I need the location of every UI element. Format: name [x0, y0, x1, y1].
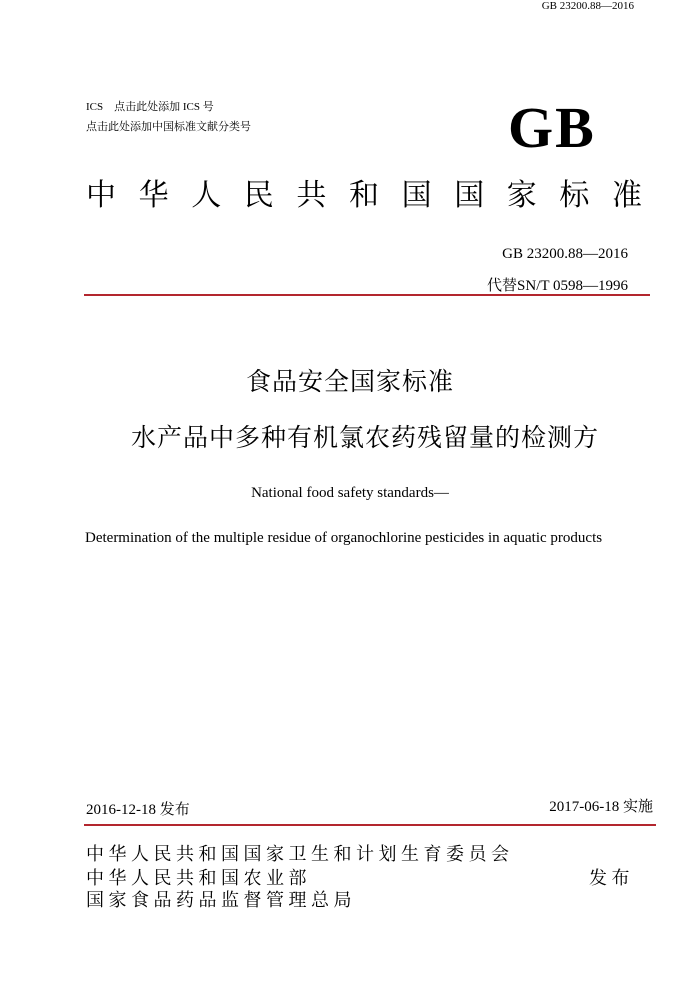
header-standard-code: GB 23200.88—2016	[541, 0, 634, 12]
publish-label: 发布	[589, 868, 634, 889]
title-zh-line-2: 水产品中多种有机氯农药残留量的检测方	[130, 423, 599, 452]
title-zh-line-1: 食品安全国家标准	[245, 367, 454, 396]
issue-date: 2016-12-18 发布	[86, 802, 190, 818]
issuer-line-3: 国家食品药品监督管理总局	[86, 890, 356, 911]
gb-logo: GB	[508, 95, 596, 160]
standard-number: GB 23200.88—2016	[502, 246, 628, 262]
ccs-placeholder: 点击此处添加中国标准文献分类号	[86, 121, 251, 133]
top-divider	[84, 294, 650, 296]
national-standard-heading: 中华人民共和国国家标准	[86, 178, 665, 213]
issuer-line-2: 中华人民共和国农业部	[86, 868, 311, 889]
title-en-line-2: Determination of the multiple residue of organochlorine pesticides in aquatic products	[85, 530, 603, 546]
bottom-divider	[84, 824, 656, 826]
title-en-line-1: National food safety standards—	[251, 485, 449, 501]
replaced-standard: 代替SN/T 0598—1996	[487, 278, 628, 294]
ics-placeholder: ICS 点击此处添加 ICS 号	[86, 101, 214, 113]
issuer-line-1: 中华人民共和国国家卫生和计划生育委员会	[86, 844, 514, 865]
implementation-date: 2017-06-18 实施	[549, 799, 653, 815]
